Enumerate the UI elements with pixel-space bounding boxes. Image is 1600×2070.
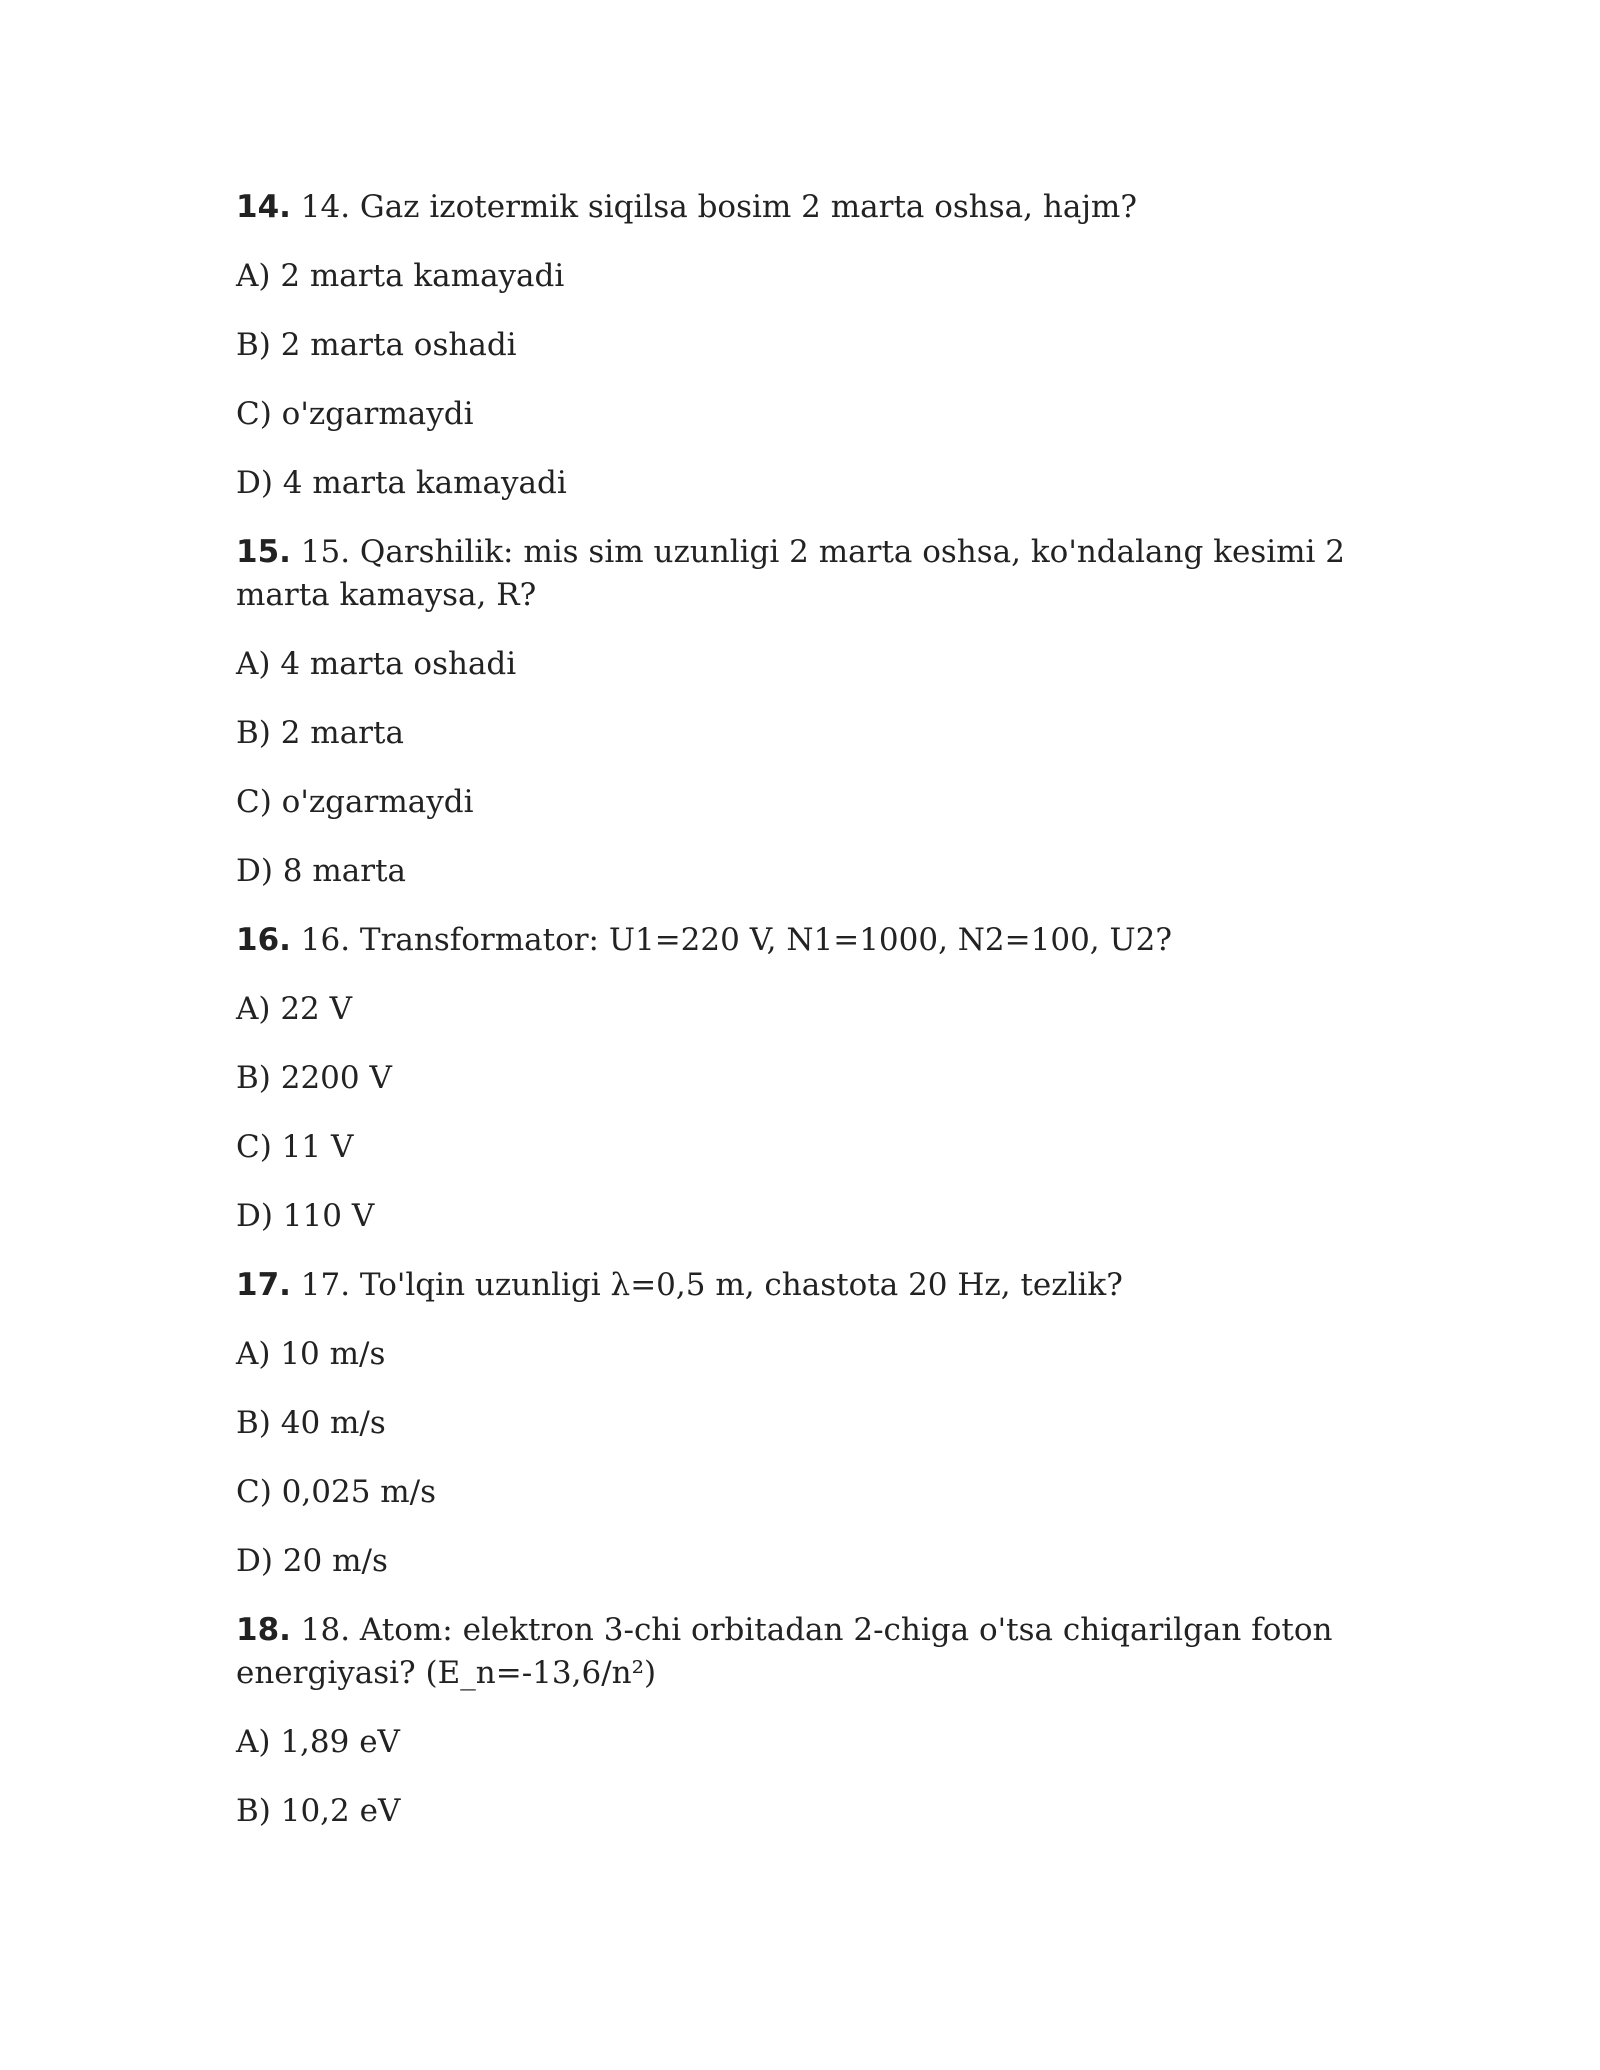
option-a: A) 4 marta oshadi	[236, 646, 517, 682]
question-15	[236, 531, 1366, 617]
question-number: 14.	[236, 189, 291, 225]
option-d: D) 4 marta kamayadi	[236, 465, 567, 501]
question-number: 18.	[236, 1612, 291, 1648]
option-a: A) 1,89 eV	[236, 1724, 400, 1760]
question-text: 15. Qarshilik: mis sim uzunligi 2 marta oshsa, ko'ndalang kesimi 2 marta kamaysa, R?	[236, 534, 1346, 613]
option-b: B) 2 marta oshadi	[236, 327, 517, 363]
question-number: 16.	[236, 922, 291, 958]
document-page	[236, 186, 1366, 1859]
question-text: 16. Transformator: U1=220 V, N1=1000, N2=100, U2?	[300, 922, 1172, 958]
option-c: C) o'zgarmaydi	[236, 396, 474, 432]
option-b: B) 40 m/s	[236, 1405, 386, 1441]
question-text: 17. To'lqin uzunligi λ=0,5 m, chastota 20 Hz, tezlik?	[300, 1267, 1123, 1303]
question-text: 18. Atom: elektron 3-chi orbitadan 2-chiga o'tsa chiqarilgan foton energiyasi? (E_n=-13,6/n²)	[236, 1612, 1333, 1691]
option-c: C) o'zgarmaydi	[236, 784, 474, 820]
question-16	[236, 919, 1366, 962]
question-text: 14. Gaz izotermik siqilsa bosim 2 marta oshsa, hajm?	[300, 189, 1137, 225]
option-b: B) 10,2 eV	[236, 1793, 401, 1829]
option-b: B) 2200 V	[236, 1060, 392, 1096]
option-d: D) 110 V	[236, 1198, 375, 1234]
option-c: C) 11 V	[236, 1129, 354, 1165]
option-d: D) 8 marta	[236, 853, 407, 889]
option-b: B) 2 marta	[236, 715, 404, 751]
question-number: 17.	[236, 1267, 291, 1303]
option-d: D) 20 m/s	[236, 1543, 388, 1579]
option-a: A) 2 marta kamayadi	[236, 258, 565, 294]
question-number: 15.	[236, 534, 291, 570]
option-a: A) 10 m/s	[236, 1336, 386, 1372]
question-18	[236, 1609, 1366, 1695]
option-a: A) 22 V	[236, 991, 353, 1027]
option-c: C) 0,025 m/s	[236, 1474, 437, 1510]
question-14	[236, 186, 1366, 229]
question-17	[236, 1264, 1366, 1307]
